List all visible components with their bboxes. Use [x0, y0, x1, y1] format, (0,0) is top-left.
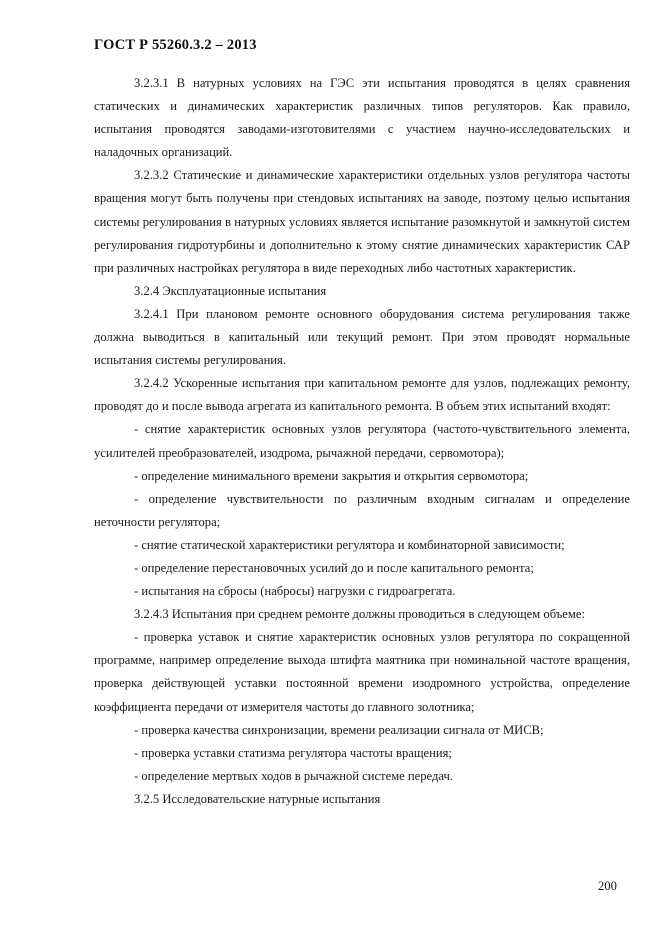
section-heading-3-2-5: 3.2.5 Исследовательские натурные испытания [134, 791, 381, 806]
paragraph-3-2-4-1: 3.2.4.1 При плановом ремонте основного оборудования система регулирования также должна выводиться в капитальный или текущий ремонт. При этом проводят нормальные испытания системы регулирования. [94, 306, 630, 368]
paragraph-3-2-3-1: 3.2.3.1 В натурных условиях на ГЭС эти испытания проводятся в целях сравнения статических и динамических характеристик различных типов регуляторов. Как правило, испытания проводятся заводами-изготовителями с участием научно-исследовательских и наладочных организаций. [94, 76, 630, 160]
list-item: - проверка уставок и снятие характеристик основных узлов регулятора по сокращенной программе, например определение выхода штифта маятника при номинальной частоте вращения, проверка действующей уставки постоянной времени изодромного устройства, определение коэффициента передачи от измерителя частоты до главного золотника; [94, 630, 630, 714]
list-item: - испытания на сбросы (набросы) нагрузки с гидроагрегата. [134, 584, 456, 599]
list-item: - определение перестановочных усилий до и после капитального ремонта; [134, 560, 534, 575]
list-item: - определение мертвых ходов в рычажной системе передач. [134, 768, 453, 783]
paragraph-3-2-4-2: 3.2.4.2 Ускоренные испытания при капитальном ремонте для узлов, подлежащих ремонту, проводят до и после вывода агрегата из капитального ремонта. В объем этих испытаний входят: [94, 376, 630, 414]
document-body [94, 72, 630, 811]
list-item: - определение чувствительности по различным входным сигналам и определение неточности регулятора; [94, 491, 630, 529]
section-heading-3-2-4: 3.2.4 Эксплуатационные испытания [134, 283, 327, 298]
document-header: ГОСТ Р 55260.3.2 – 2013 [94, 37, 257, 53]
list-item: - проверка уставки статизма регулятора частоты вращения; [134, 745, 452, 760]
list-item: - снятие статической характеристики регулятора и комбинаторной зависимости; [134, 537, 565, 552]
paragraph-3-2-3-2: 3.2.3.2 Статические и динамические характеристики отдельных узлов регулятора частоты вращения могут быть получены при стендовых испытаниях на заводе, поэтому целью испытания системы регулирования в натурных условиях является испытание разомкнутой и замкнутой систем регулирования гидротурбины и дополнительно к этому снятие динамических характеристик САР при различных настройках регулятора в виде переходных либо частотных характеристик. [94, 168, 630, 275]
page-number: 200 [598, 879, 617, 893]
paragraph-3-2-4-3: 3.2.4.3 Испытания при среднем ремонте должны проводиться в следующем объеме: [134, 607, 585, 622]
list-item: - проверка качества синхронизации, времени реализации сигнала от МИСВ; [134, 722, 544, 737]
list-item: - снятие характеристик основных узлов регулятора (частото-чувствительного элемента, усилителей преобразователей, изодрома, рычажной передачи, сервомотора); [94, 422, 630, 460]
list-item: - определение минимального времени закрытия и открытия сервомотора; [134, 468, 529, 483]
